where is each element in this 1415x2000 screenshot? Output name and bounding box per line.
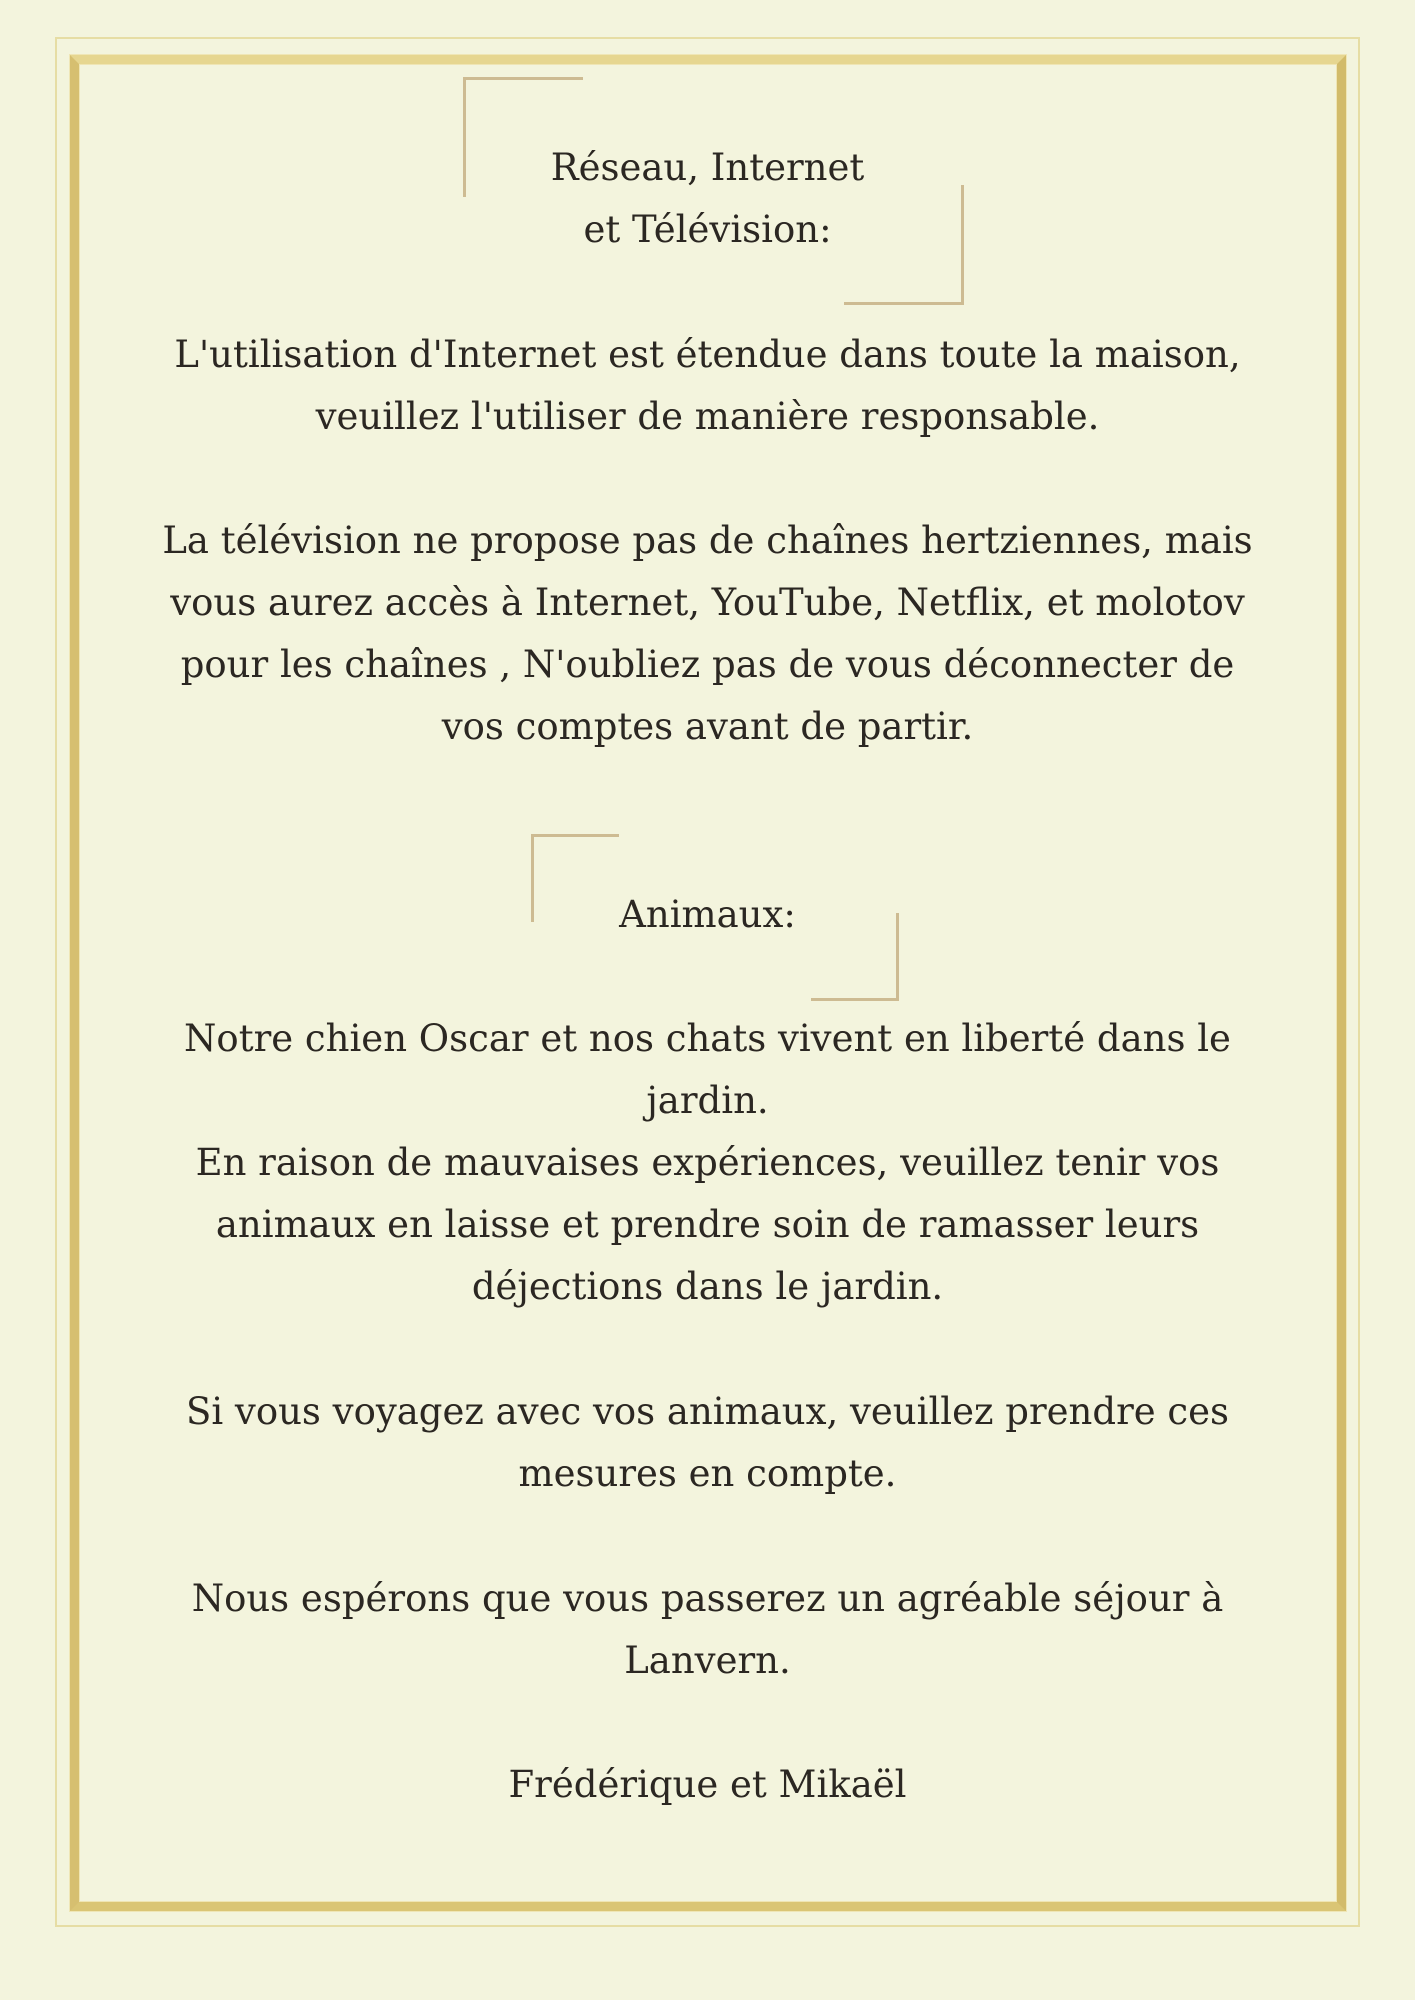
paragraph-line: vous aurez accès à Internet, YouTube, Netflix, et molotov (170, 581, 1245, 624)
paragraph-line: La télévision ne propose pas de chaînes hertziennes, mais (162, 519, 1253, 562)
paragraph-line: Nous espérons que vous passerez un agréable séjour à (191, 1577, 1224, 1620)
paragraph-line: En raison de mauvaises expériences, veuillez tenir vos (195, 1141, 1220, 1184)
paragraph-line: Notre chien Oscar et nos chats vivent en liberté dans le (184, 1017, 1231, 1060)
paragraph-line: animaux en laisse et prendre soin de ramasser leurs (215, 1203, 1200, 1246)
paragraph-line: pour les chaînes , N'oubliez pas de vous déconnecter de (180, 643, 1235, 686)
section-heading: Réseau, Internet (550, 146, 865, 189)
paragraph-line: Si vous voyagez avec vos animaux, veuillez prendre ces (185, 1390, 1230, 1433)
section-heading: Animaux: (619, 893, 796, 936)
signature: Frédérique et Mikaël (508, 1763, 907, 1806)
paragraph-line: jardin. (646, 1079, 769, 1122)
paragraph-line: Lanvern. (624, 1639, 791, 1682)
paragraph-line: mesures en compte. (518, 1452, 897, 1495)
paragraph-line: veuillez l'utiliser de manière responsable. (315, 395, 1100, 438)
paragraph-line: déjections dans le jardin. (471, 1265, 944, 1308)
paragraph-line: vos comptes avant de partir. (441, 705, 974, 748)
paragraph-line: L'utilisation d'Internet est étendue dans toute la maison, (174, 333, 1241, 376)
section-heading: et Télévision: (583, 208, 832, 251)
